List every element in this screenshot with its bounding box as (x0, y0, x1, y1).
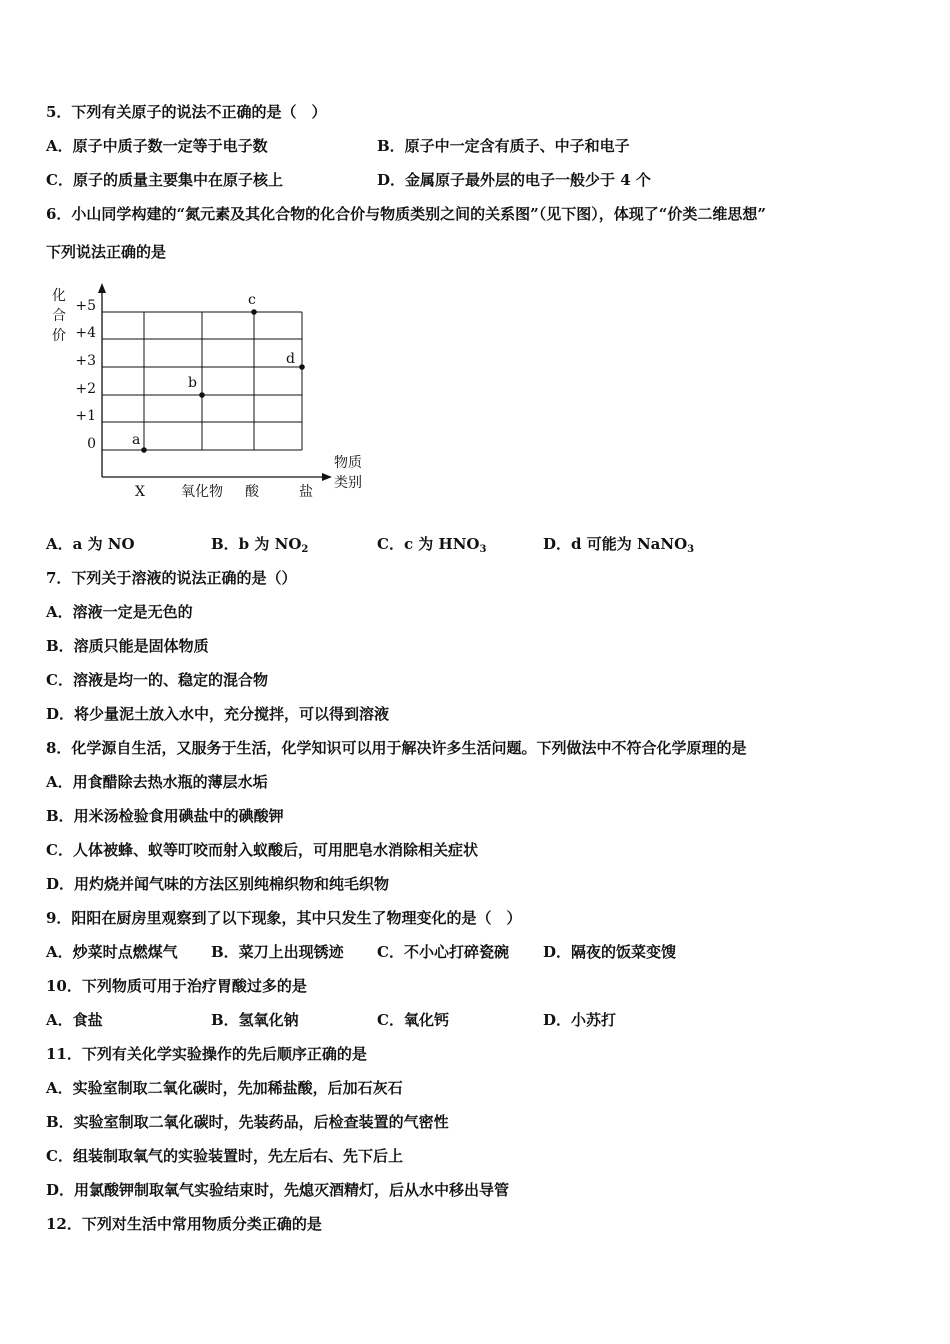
y-tick-label: +4 (75, 325, 96, 341)
q5-option-b[interactable]: B．原子中一定含有质子、中子和电子 (377, 137, 630, 155)
q6-option-d-sub: 3 (687, 544, 695, 555)
q8-option-c[interactable]: C．人体被蜂、蚁等叮咬而射入蚁酸后，可用肥皂水消除相关症状 (46, 841, 478, 859)
q7-stem: 7．下列关于溶液的说法正确的是（） (46, 569, 297, 587)
chart-axes (98, 283, 332, 481)
q6-option-c[interactable] (377, 534, 486, 560)
q6-stem-line1: 6．小山同学构建的“氮元素及其化合物的化合价与物质类别之间的关系图”（见下图），体现了“价类二维思想” (46, 205, 766, 223)
q11-option-c[interactable]: C．组装制取氧气的实验装置时，先左后右、先下后上 (46, 1147, 403, 1165)
q7-option-a[interactable]: A．溶液一定是无色的 (46, 603, 193, 621)
q9-option-c[interactable]: C．不小心打碎瓷碗 (377, 943, 509, 961)
q10-option-c[interactable]: C．氧化钙 (377, 1011, 449, 1029)
data-label-a: a (132, 432, 141, 448)
chart-grid (102, 312, 302, 450)
q9-option-d[interactable]: D．隔夜的饭菜变馊 (543, 943, 677, 961)
valence-category-chart (40, 280, 380, 505)
y-label-char: 价 (52, 328, 66, 344)
data-label-d: d (286, 351, 295, 367)
q11-option-d[interactable]: D．用氯酸钾制取氧气实验结束时，先熄灭酒精灯，后从水中移出导管 (46, 1181, 510, 1199)
x-tick-label: 氧化物 (181, 484, 223, 500)
q5-option-d[interactable]: D．金属原子最外层的电子一般少于 4 个 (377, 171, 651, 189)
q7-option-d[interactable]: D．将少量泥土放入水中，充分搅拌，可以得到溶液 (46, 705, 390, 723)
data-point-a (141, 447, 147, 453)
q11-stem: 11．下列有关化学实验操作的先后顺序正确的是 (46, 1045, 367, 1063)
q8-option-a[interactable]: A．用食醋除去热水瓶的薄层水垢 (46, 773, 268, 791)
q6-option-c-text: C．c 为 HNO (377, 535, 480, 553)
data-point-c (251, 309, 257, 315)
q6-option-b-text: B．b 为 NO (211, 535, 302, 553)
q5-stem: 5．下列有关原子的说法不正确的是（ ） (46, 103, 327, 121)
q11-option-b[interactable]: B．实验室制取二氧化碳时，先装药品，后检查装置的气密性 (46, 1113, 449, 1131)
q6-option-d-text: D．d 可能为 NaNO (543, 535, 688, 553)
y-axis-label (52, 288, 66, 344)
x-label-line: 物质 (334, 455, 362, 471)
data-point-d (299, 364, 305, 370)
q6-option-c-sub: 3 (479, 544, 487, 555)
q9-option-b[interactable]: B．菜刀上出现锈迹 (211, 943, 344, 961)
q7-option-b[interactable]: B．溶质只能是固体物质 (46, 637, 209, 655)
q9-option-a[interactable]: A．炒菜时点燃煤气 (46, 943, 178, 961)
q6-option-b[interactable] (211, 534, 308, 560)
q5-option-c[interactable]: C．原子的质量主要集中在原子核上 (46, 171, 283, 189)
q10-option-d[interactable]: D．小苏打 (543, 1011, 617, 1029)
data-point-b (199, 392, 205, 398)
y-tick-label: 0 (87, 436, 96, 452)
q5-option-a[interactable]: A．原子中质子数一定等于电子数 (46, 137, 268, 155)
q11-option-a[interactable]: A．实验室制取二氧化碳时，先加稀盐酸，后加石灰石 (46, 1079, 403, 1097)
x-axis-label (334, 454, 362, 491)
data-label-b: b (188, 375, 197, 391)
y-tick-label: +3 (75, 353, 96, 369)
q6-stem-line2: 下列说法正确的是 (46, 243, 167, 261)
q12-stem: 12．下列对生活中常用物质分类正确的是 (46, 1215, 322, 1233)
y-label-char: 化 (52, 288, 66, 304)
q6-option-b-sub: 2 (301, 544, 309, 555)
y-label-char: 合 (52, 308, 66, 324)
q8-option-b[interactable]: B．用米汤检验食用碘盐中的碘酸钾 (46, 807, 284, 825)
q8-option-d[interactable]: D．用灼烧并闻气味的方法区别纯棉织物和纯毛织物 (46, 875, 390, 893)
q6-option-d[interactable] (543, 534, 694, 560)
y-tick-labels (75, 298, 96, 452)
x-tick-label: 酸 (245, 484, 259, 500)
x-tick-label: 盐 (299, 484, 313, 500)
q7-option-c[interactable]: C．溶液是均一的、稳定的混合物 (46, 671, 268, 689)
q10-stem: 10．下列物质可用于治疗胃酸过多的是 (46, 977, 307, 995)
data-label-c: c (248, 292, 256, 308)
x-tick-label: X (135, 484, 145, 500)
q9-stem: 9．阳阳在厨房里观察到了以下现象，其中只发生了物理变化的是（ ） (46, 909, 522, 927)
x-tick-labels (135, 483, 313, 500)
y-tick-label: +1 (75, 408, 96, 424)
q10-option-a[interactable]: A．食盐 (46, 1011, 103, 1029)
y-tick-label: +2 (75, 381, 96, 397)
q8-stem: 8．化学源自生活，又服务于生活，化学知识可以用于解决许多生活问题。下列做法中不符合化学原理的是 (46, 739, 747, 757)
q10-option-b[interactable]: B．氢氧化钠 (211, 1011, 299, 1029)
y-tick-label: +5 (75, 298, 96, 314)
q6-option-a[interactable]: A．a 为 NO (46, 535, 135, 553)
x-label-line: 类别 (334, 475, 362, 491)
data-points (132, 292, 305, 453)
